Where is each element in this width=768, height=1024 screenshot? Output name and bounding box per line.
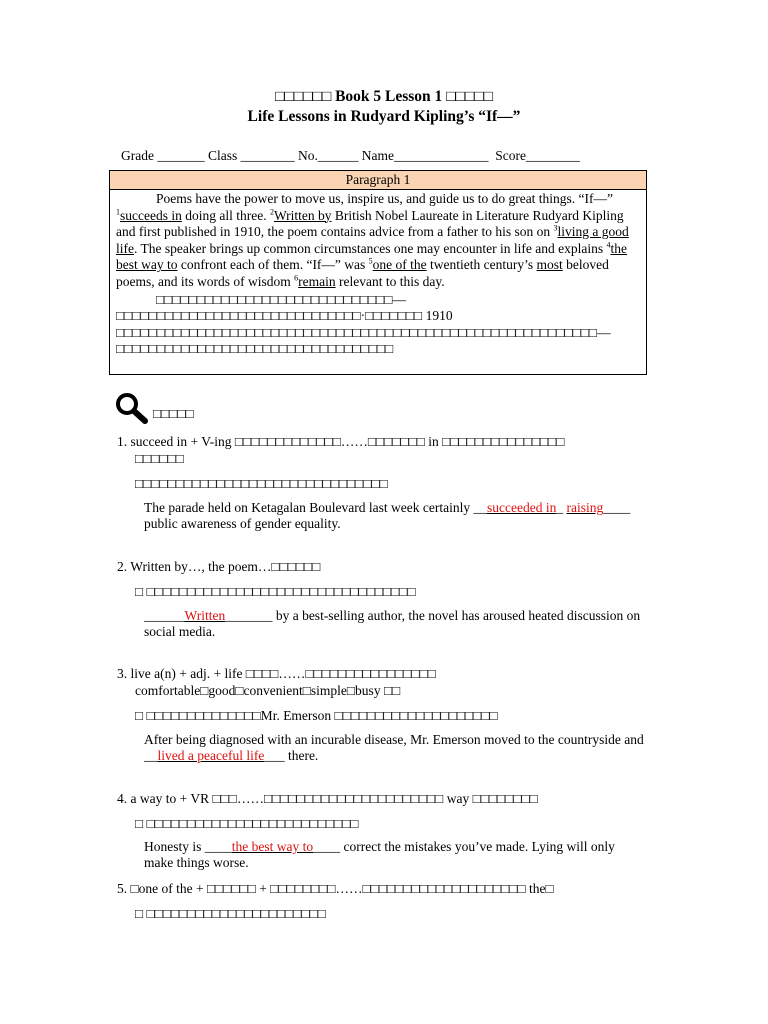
worksheet-title: □□□□□□ Book 5 Lesson 1 □□□□□ — [275, 88, 493, 105]
item-1-heading-cont: □□□□□□ — [135, 451, 184, 466]
section-title: □□□□□ — [153, 406, 194, 421]
item-3-heading: 3. live a(n) + adj. + life □□□□……□□□□□□□□□□□□□□□□ — [117, 666, 436, 681]
item-2-example: ______Written_______ by a best-selling author, the novel has aroused heated discussion on social media. — [144, 608, 641, 639]
item-4-heading: 4. a way to + VR □□□……□□□□□□□□□□□□□□□□□□□□□□ way □□□□□□□□ — [117, 791, 538, 806]
student-info-line: Grade _______ Class ________ No.______ Name______________ Score________ — [121, 148, 580, 163]
item-1-answer[interactable]: succeeded in — [486, 500, 557, 515]
item-2-answer[interactable]: Written — [184, 608, 226, 623]
paragraph-heading: Paragraph 1 — [110, 171, 646, 190]
item-5-heading: 5. □one of the + □□□□□□ + □□□□□□□□……□□□□□□□□□□□□□□□□□□□□ the□ — [117, 881, 554, 896]
paragraph-box — [109, 170, 647, 375]
item-1-example: The parade held on Ketagalan Boulevard last week certainly __succeeded in_ raising____ public awareness of gender equality. — [144, 500, 631, 531]
item-3-prompt: □ □□□□□□□□□□□□□□Mr. Emerson □□□□□□□□□□□□□□□□□□□□ — [135, 708, 498, 723]
item-3-example: After being diagnosed with an incurable disease, Mr. Emerson moved to the countryside and __lived a peaceful life___ there. — [144, 732, 644, 763]
paragraph-english: Poems have the power to move us, inspire us, and guide us to do great things. “If—” $^1$succeeds in doing all three. $^2$Written by British Nobel Laureate in Literature Rudyard Kipling and first published in 1910, the poem contains advice from a father to his son on $^3$living a good life. The speaker brings up common circumstances one may encounter in life and explains $^4$the best way to confront each of them. “If—” was $^5$one of the twentieth century’s most beloved poems, and its words of wisdom $^6$remain relevant to this day. — [116, 191, 629, 289]
worksheet-subtitle: Life Lessons in Rudyard Kipling’s “If—” — [247, 108, 521, 125]
magnifier-icon — [114, 392, 150, 424]
paragraph-body — [110, 190, 646, 358]
item-4-answer[interactable]: the best way to — [231, 839, 314, 854]
item-5-prompt: □ □□□□□□□□□□□□□□□□□□□□□□ — [135, 906, 326, 921]
item-3-heading-cont: comfortable□good□convenient□simple□busy □□ — [135, 683, 401, 698]
item-1-answer-2[interactable]: raising — [566, 500, 604, 515]
item-4-prompt: □ □□□□□□□□□□□□□□□□□□□□□□□□□□ — [135, 816, 359, 831]
item-2-prompt: □ □□□□□□□□□□□□□□□□□□□□□□□□□□□□□□□□□ — [135, 584, 416, 599]
item-2-heading: 2. Written by…, the poem…□□□□□□ — [117, 559, 321, 574]
paragraph-chinese: □□□□□□□□□□□□□□□□□□□□□□□□□□□□□—□□□□□□□□□□□□□□□□□□□□□□□□□□□□□□·□□□□□□□ 1910 □□□□□□□□□□□□□□□□□□□□□□□□□□□□□□□□□□□□□□□□□□□□□□□□□□□□□□□□□□□—□□□□□□□□□□□□□□□□□□□□□□□□□□□□□□□□□□ — [116, 291, 611, 357]
item-4-example: Honesty is ____the best way to____ correct the mistakes you’ve made. Lying will only make things worse. — [144, 839, 615, 870]
item-3-answer[interactable]: lived a peaceful life — [157, 748, 265, 763]
item-1-prompt: □□□□□□□□□□□□□□□□□□□□□□□□□□□□□□□ — [135, 476, 388, 491]
item-1-heading: 1. succeed in + V-ing □□□□□□□□□□□□□……□□□□□□□ in □□□□□□□□□□□□□□□ — [117, 434, 565, 449]
